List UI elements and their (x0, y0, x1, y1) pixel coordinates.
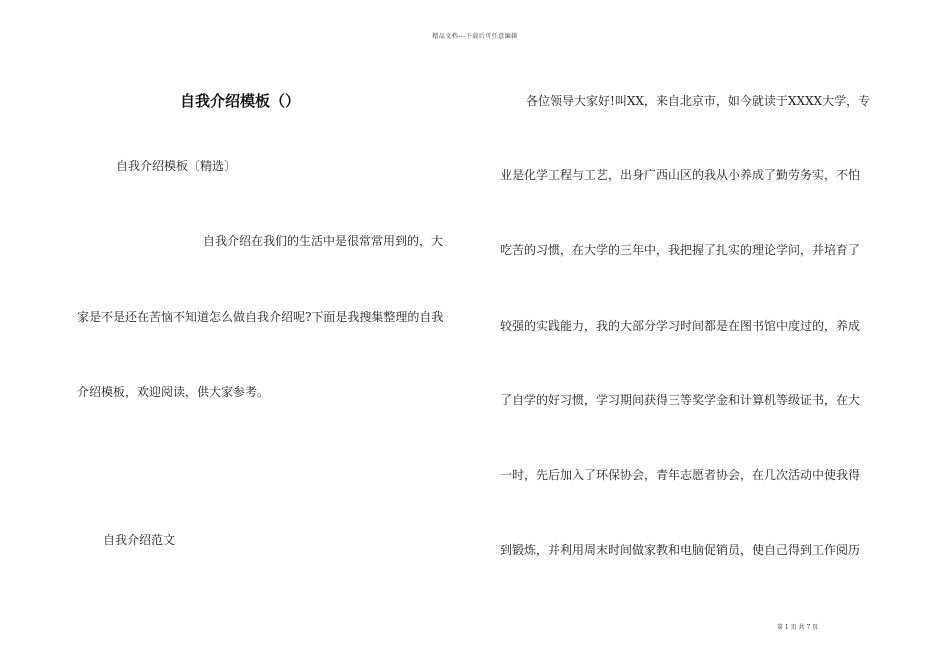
page-number: 第 1 页 共 7 页 (777, 624, 819, 631)
body-line-3: 吃苦的习惯，在大学的三年中，我把握了扎实的理论学问，并培育了 (500, 243, 861, 257)
body-line-1: 各位领导大家好!叫XX，来自北京市，如今就读于XXXX大学，专 (526, 94, 871, 108)
document-subtitle: 自我介绍模板〔精选〕 (116, 159, 237, 173)
body-line-5: 了自学的好习惯，学习期间获得三等奖学金和计算机等级证书，在大 (500, 393, 861, 407)
body-line-2: 业是化学工程与工艺，出身广西山区的我从小养成了勤劳务实，不怕 (500, 168, 861, 182)
body-line-4: 较强的实践能力，我的大部分学习时间都是在图书馆中度过的，养成 (500, 319, 861, 333)
page-header-note: 精品文档---下载后可任意编辑 (432, 33, 518, 40)
intro-line-3: 介绍模板，欢迎阅读，供大家参考。 (77, 385, 270, 399)
intro-line-2: 家是不是还在苦恼不知道怎么做自我介绍呢?下面是我搜集整理的自我 (77, 310, 444, 324)
document-title: 自我介绍模板（） (180, 92, 301, 110)
intro-line-1: 自我介绍在我们的生活中是很常常用到的，大 (203, 234, 444, 248)
body-line-7: 到锻炼，并利用周末时间做家教和电脑促销员，使自己得到工作阅历 (500, 543, 861, 557)
body-line-6: 一时，先后加入了环保协会，青年志愿者协会，在几次活动中使我得 (500, 468, 861, 482)
section-heading: 自我介绍范文 (103, 533, 176, 547)
